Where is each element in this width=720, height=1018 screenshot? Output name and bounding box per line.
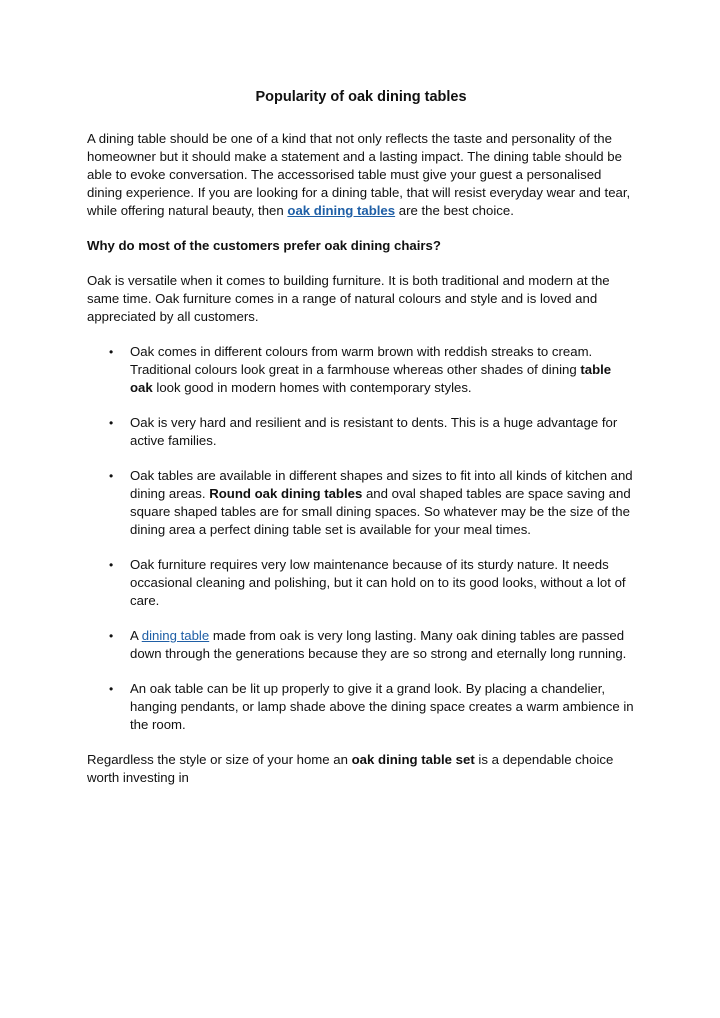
list-item-text: Oak is very hard and resilient and is resistant to dents. This is a huge advantage for active families. (130, 415, 618, 448)
bullet-icon: • (109, 416, 114, 430)
bullet-icon: • (109, 345, 114, 359)
intro-text-1: A dining table should be one of a kind that not only reflects the taste and personality of the homeowner but it should make a statement and a lasting impact. The dining table should be able to evoke conversation. The accessorised table must give your guest a personalised dining experience. If you are looking for a dining table, that will resist everyday wear and tear, while offering natural beauty, then (87, 131, 631, 218)
list-item-text: look good in modern homes with contemporary styles. (152, 380, 472, 395)
list-item-text: An oak table can be lit up properly to give it a grand look. By placing a chandelier, hanging pendants, or lamp shade above the dining space creates a warm ambience in the room. (130, 681, 634, 732)
document-title: Popularity of oak dining tables (255, 89, 467, 105)
list-item-bold: table oak (130, 362, 612, 395)
list-item-bold: Round oak dining tables (209, 486, 363, 501)
list-item (87, 627, 635, 663)
oak-dining-tables-link[interactable]: oak dining tables (287, 203, 396, 218)
list-item (87, 467, 635, 539)
intro-text-2: are the best choice. (395, 203, 514, 218)
closing-paragraph (87, 751, 635, 787)
versatility-paragraph: Oak is versatile when it comes to building furniture. It is both traditional and modern at the same time. Oak furniture comes in a range of natural colours and style and is loved and appreciated by all customers. (87, 273, 610, 324)
list-item-text: Oak furniture requires very low maintenance because of its sturdy nature. It needs occasional cleaning and polishing, but it can hold on to its good looks, without a lot of care. (130, 557, 626, 608)
list-item (87, 680, 635, 734)
list-item-text: Oak comes in different colours from warm brown with reddish streaks to cream. Traditional colours look great in a farmhouse whereas other shades of dining (130, 344, 593, 377)
bullet-icon: • (109, 629, 114, 643)
dining-table-link[interactable]: dining table (141, 628, 210, 643)
list-item-text: A (130, 628, 142, 643)
list-item-text: Oak tables are available in different shapes and sizes to fit into all kinds of kitchen and dining areas. (130, 468, 633, 501)
intro-paragraph (87, 130, 635, 220)
feature-list (87, 343, 635, 734)
closing-bold: oak dining table set (351, 752, 475, 767)
list-item-text: made from oak is very long lasting. Many oak dining tables are passed down through the generations because they are so strong and eternally long running. (130, 628, 627, 661)
closing-text-2: is a dependable choice worth investing in (87, 752, 614, 785)
list-item-text: and oval shaped tables are space saving and square shaped tables are for small dining spaces. So whatever may be the size of the dining area a perfect dining table set is available for your meal times. (130, 486, 631, 537)
bullet-icon: • (109, 558, 114, 572)
list-item (87, 343, 635, 397)
list-item (87, 414, 635, 450)
document-body (87, 88, 635, 804)
bullet-icon: • (109, 469, 114, 483)
bullet-icon: • (109, 682, 114, 696)
section-heading: Why do most of the customers prefer oak dining chairs? (87, 238, 441, 253)
list-item (87, 556, 635, 610)
closing-text-1: Regardless the style or size of your home an (87, 752, 352, 767)
